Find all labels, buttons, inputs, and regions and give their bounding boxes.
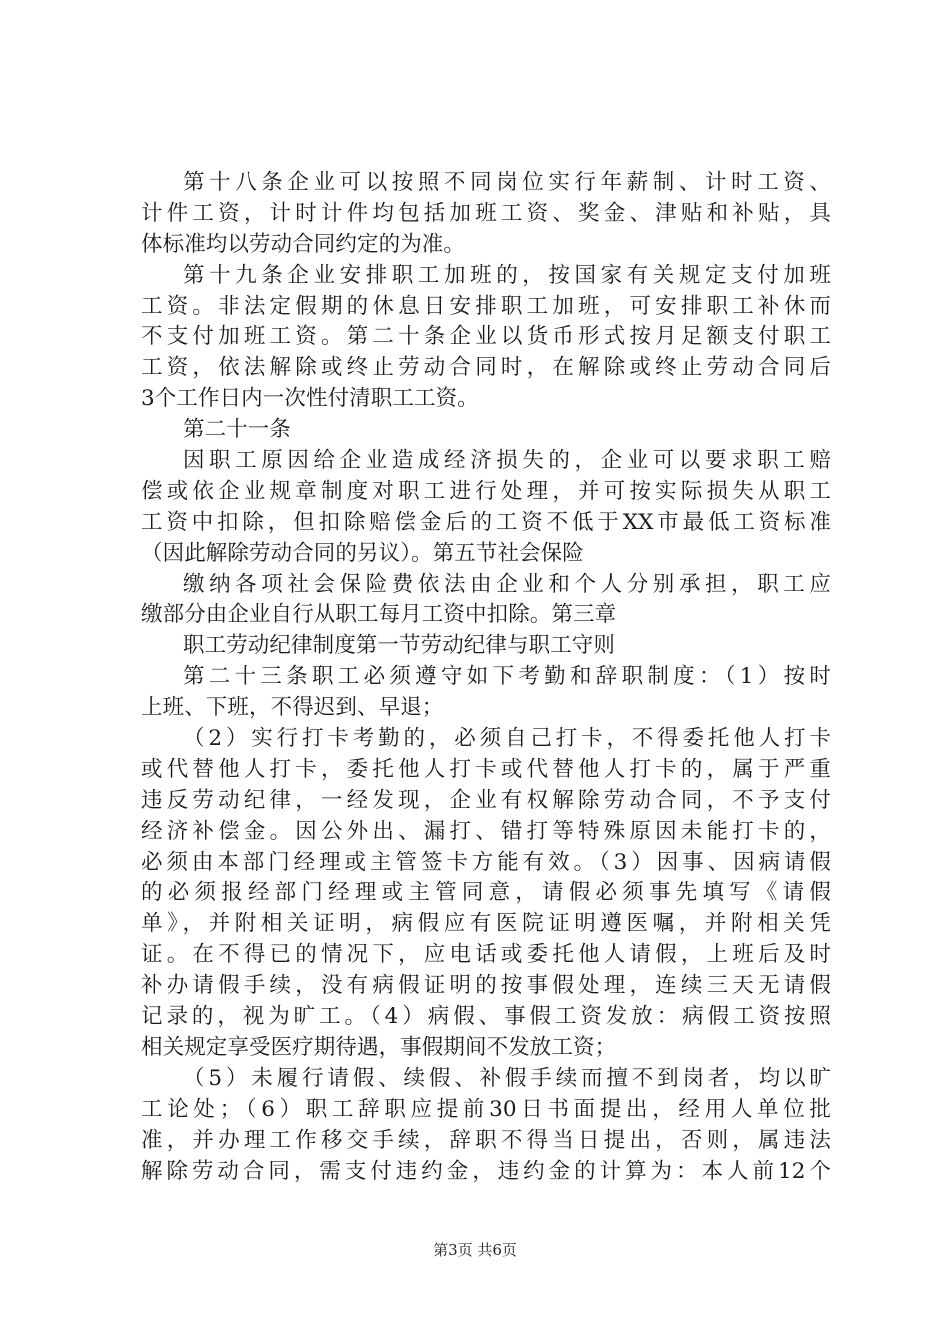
text-line: 第十八条企业可以按照不同岗位实行年薪制、计时工资、: [183, 170, 831, 195]
text-line: 第二十一条: [183, 417, 292, 443]
text-line: 相关规定享受医疗期待遇，事假期间不发放工资；: [141, 1034, 617, 1060]
text-line: 职工劳动纪律制度第一节劳动纪律与职工守则: [183, 633, 616, 659]
text-line: 工资。非法定假期的休息日安排职工加班，可安排职工补休而: [141, 293, 831, 319]
text-line: 或代替他人打卡，委托他人打卡或代替他人打卡的，属于严重: [141, 756, 831, 782]
text-line: 解除劳动合同，需支付违约金，违约金的计算为：本人前12个: [141, 1158, 831, 1184]
text-line: 记录的，视为旷工。（4）病假、事假工资发放：病假工资按照: [141, 1004, 831, 1030]
text-line: 工论处；（6）职工辞职应提前30日书面提出，经用人单位批: [141, 1096, 831, 1122]
text-line: 工资中扣除，但扣除赔偿金后的工资不低于XX市最低工资标准: [141, 509, 831, 535]
text-line: 证。在不得已的情况下，应电话或委托他人请假，上班后及时: [141, 942, 831, 968]
text-line: （因此解除劳动合同的另议）。第五节社会保险: [141, 540, 584, 566]
text-line: 因职工原因给企业造成经济损失的，企业可以要求职工赔: [183, 448, 831, 474]
text-line: 3个工作日内一次性付清职工工资。: [141, 386, 479, 412]
text-line: 不支付加班工资。第二十条企业以货币形式按月足额支付职工: [141, 324, 831, 350]
text-line: （5）未履行请假、续假、补假手续而擅不到岗者，均以旷: [183, 1065, 831, 1091]
text-line: 必须由本部门经理或主管签卡方能有效。（3）因事、因病请假: [141, 849, 831, 875]
text-line: 缴纳各项社会保险费依法由企业和个人分别承担，职工应: [183, 571, 831, 597]
text-line: 补办请假手续，没有病假证明的按事假处理，连续三天无请假: [141, 973, 831, 999]
page-footer: 第3页 共6页: [433, 1241, 517, 1259]
text-line: 上班、下班，不得迟到、早退；: [141, 695, 444, 721]
text-line: 单》，并附相关证明，病假应有医院证明遵医嘱，并附相关凭: [141, 911, 831, 937]
document-body: [141, 168, 831, 1187]
text-line: 违反劳动纪律，一经发现，企业有权解除劳动合同，不予支付: [141, 787, 831, 813]
text-line: 偿或依企业规章制度对职工进行处理，并可按实际损失从职工: [141, 478, 831, 504]
text-line: 准，并办理工作移交手续，辞职不得当日提出，否则，属违法: [141, 1127, 831, 1153]
text-line: 经济补偿金。因公外出、漏打、错打等特殊原因未能打卡的，: [141, 818, 831, 844]
text-line: 的必须报经部门经理或主管同意，请假必须事先填写《请假: [141, 880, 831, 906]
text-line: 第二十三条职工必须遵守如下考勤和辞职制度：（1）按时: [183, 664, 831, 690]
text-line: 第十九条企业安排职工加班的，按国家有关规定支付加班: [183, 262, 831, 288]
text-line: 缴部分由企业自行从职工每月工资中扣除。第三章: [141, 602, 617, 628]
text-line: 计件工资，计时计件均包括加班工资、奖金、津贴和补贴，具: [141, 200, 831, 226]
text-line: 体标准均以劳动合同约定的为准。: [141, 231, 466, 257]
text-line: （2）实行打卡考勤的，必须自己打卡，不得委托他人打卡: [183, 726, 831, 752]
text-line: 工资，依法解除或终止劳动合同时，在解除或终止劳动合同后: [141, 355, 831, 381]
